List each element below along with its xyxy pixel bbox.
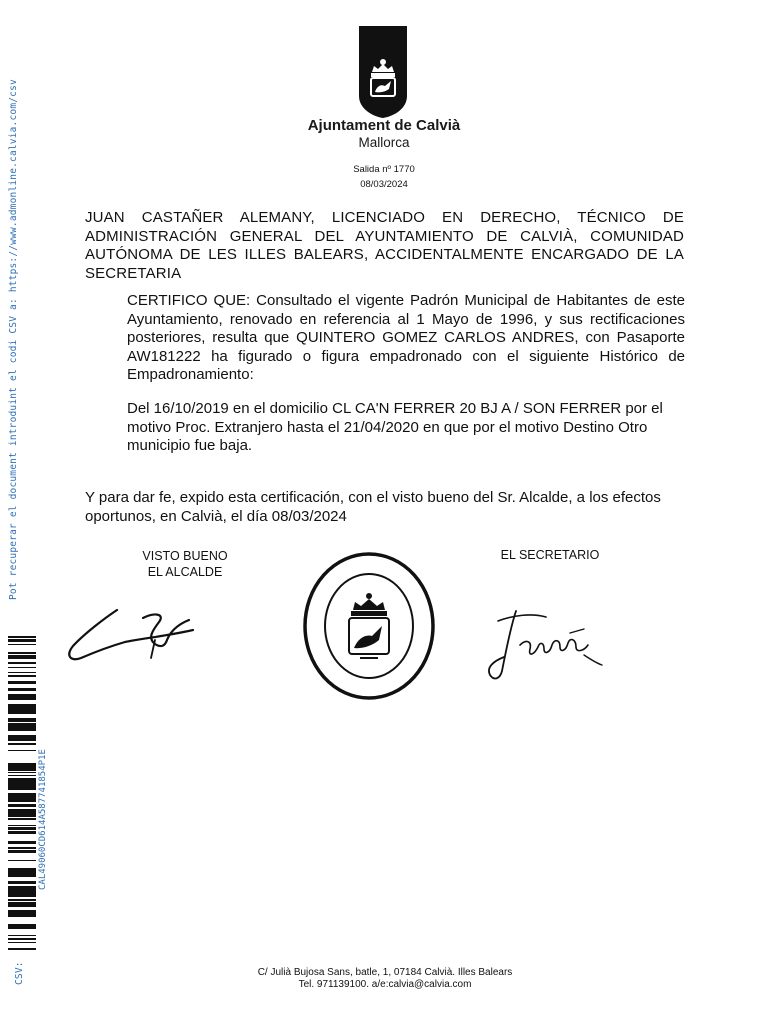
mayor-signature (55, 588, 230, 683)
org-subtitle: Mallorca (358, 135, 410, 150)
barcode (8, 636, 36, 950)
csv-url-vertical-text: Pot recuperar el document introduint el codi CSV a: https://www.admonline.calvia.com/csv (8, 79, 19, 600)
mayor-approval-label (120, 548, 250, 580)
history-paragraph: Del 16/10/2019 en el domicilio CL CA'N FERRER 20 BJ A / SON FERRER por el motivo Proc. Extranjero hasta el 21/04/2020 en que por el motivo Destino Otro municipio fue baja. (127, 400, 663, 454)
secretary-signature (480, 605, 615, 685)
municipal-seal-stamp (300, 550, 438, 702)
csv-code-vertical-text: CAL49060CD614A587741854P1E (38, 749, 48, 890)
closing-paragraph: Y para dar fe, expido esta certificación, con el visto bueno del Sr. Alcalde, a los efectos oportunos, en Calvià, el día 08/03/2024 (85, 489, 661, 525)
approval-line: VISTO BUENO (142, 549, 228, 563)
exit-number: Salida nº 1770 (353, 164, 415, 175)
csv-label-vertical-text: CSV: (14, 961, 25, 985)
mayor-line: EL ALCALDE (147, 565, 223, 579)
certification-paragraph: CERTIFICO QUE: Consultado el vigente Padrón Municipal de Habitantes de este Ayuntamiento, renovado en referencia al 1 Mayo de 1996, y sus rectificaciones posteriores, resulta que QUINTERO GOMEZ CARLOS ANDRES, con Pasaporte AW181222 ha figurado o figura empadronado con el siguiente Histórico de Empadronamiento: (127, 292, 685, 383)
org-name: Ajuntament de Calvià (307, 117, 461, 134)
secretary-label: EL SECRETARIO (500, 548, 600, 562)
municipal-crest-logo (359, 26, 407, 118)
exit-date: 08/03/2024 (360, 179, 408, 190)
certifier-paragraph: JUAN CASTAÑER ALEMANY, LICENCIADO EN DERECHO, TÉCNICO DE ADMINISTRACIÓN GENERAL DEL AYUNTAMIENTO DE CALVIÀ, COMUNIDAD AUTÓNOMA DE LES ILLES BALEARS, ACCIDENTALMENTE ENCARGADO DE LA SECRETARIA (85, 209, 684, 282)
footer-contact: Tel. 971139100. a/e:calvia@calvia.com (298, 979, 472, 990)
footer-address: C/ Julià Bujosa Sans, batle, 1, 07184 Calvià. Illes Balears (257, 967, 513, 978)
